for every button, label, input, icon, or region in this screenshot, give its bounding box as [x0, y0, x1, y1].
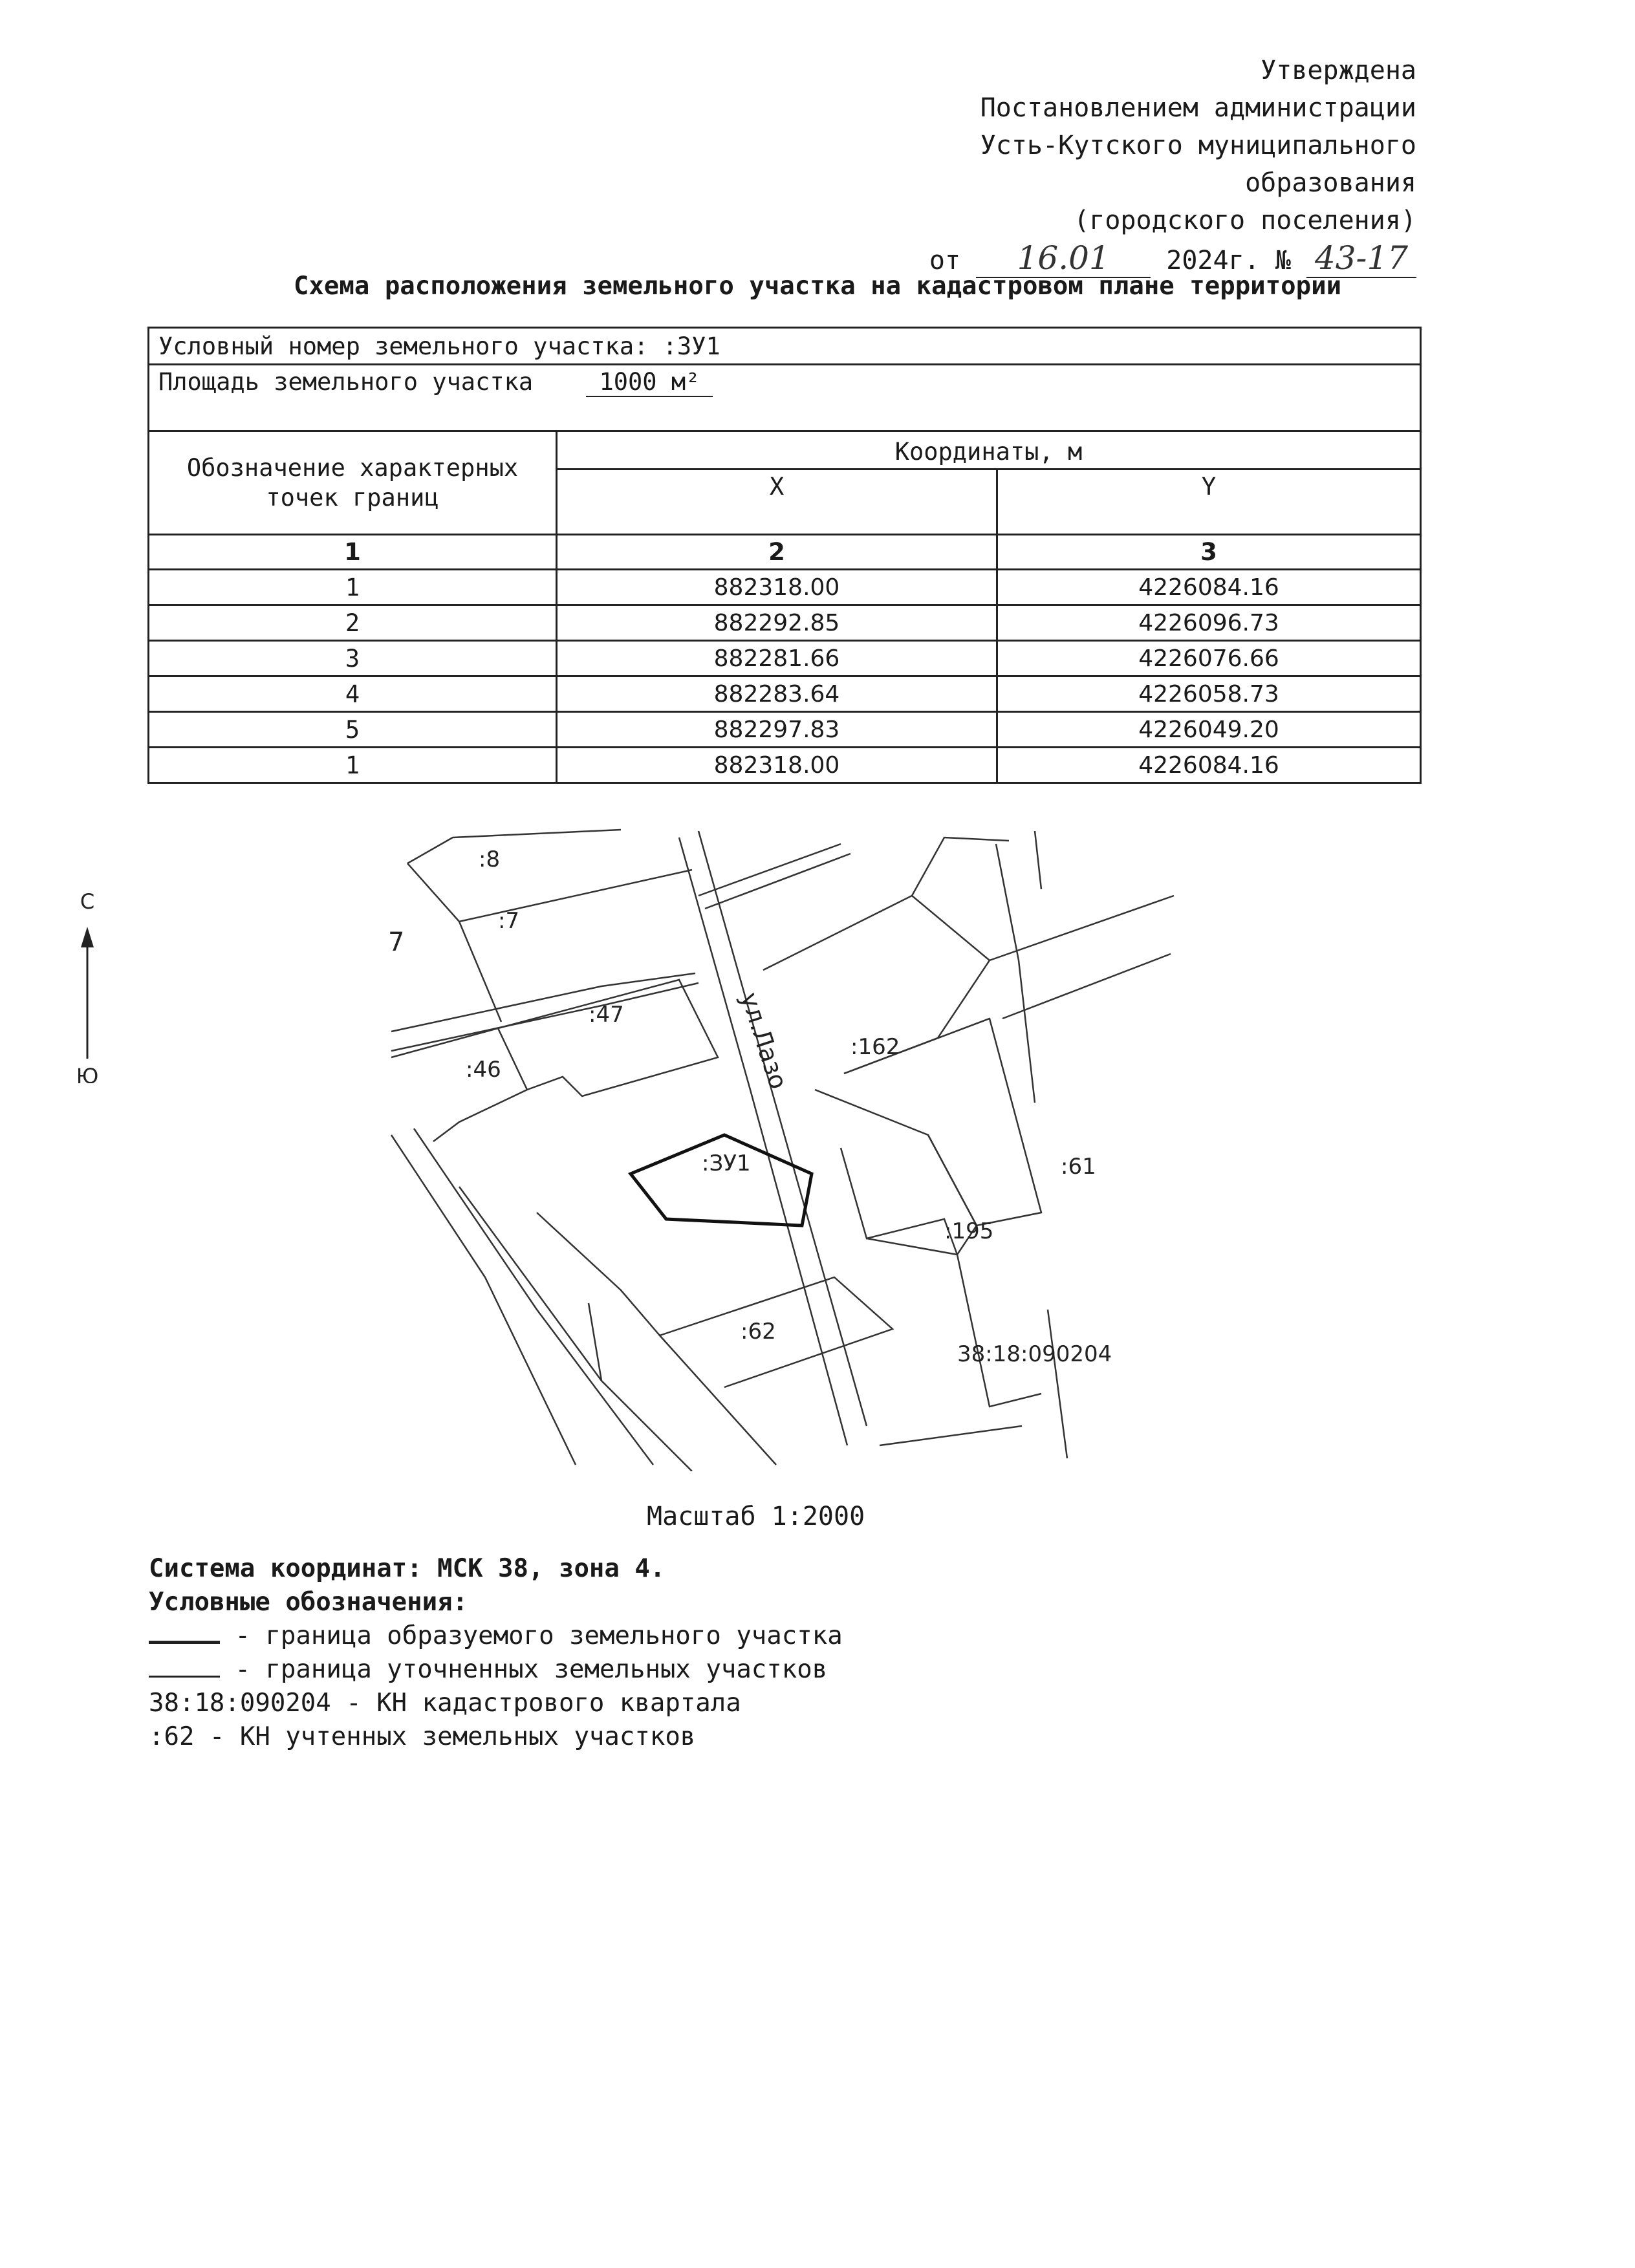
point-cell: 1 [149, 748, 557, 783]
map-label-8: :8 [479, 847, 501, 872]
south-label: Ю [76, 1064, 99, 1083]
boundary-line [407, 830, 621, 863]
approval-block [929, 52, 1416, 279]
boundary-line [660, 1277, 893, 1387]
x-cell: 882318.00 [557, 570, 997, 605]
x-cell: 882292.85 [557, 605, 997, 641]
legend-item-label: - граница уточненных земельных участков [235, 1655, 828, 1684]
table-row [149, 676, 1421, 712]
legend-item-registered-parcels: :62 - КН учтенных земельных участков [149, 1722, 696, 1751]
boundary-line [391, 1028, 527, 1141]
index-cell: 3 [997, 535, 1421, 570]
map-label-7: :7 [498, 908, 520, 934]
table-row [149, 641, 1421, 676]
street-edge [698, 831, 867, 1426]
parcel-number-cell: Условный номер земельного участка: :ЗУ1 [149, 328, 1421, 365]
approval-line-3: Усть-Кутского муниципального [980, 131, 1416, 160]
boundary-line [391, 973, 695, 1031]
y-cell: 4226084.16 [997, 570, 1421, 605]
approval-line-1: Утверждена [1261, 56, 1416, 85]
x-cell: 882281.66 [557, 641, 997, 676]
table-row [149, 712, 1421, 748]
y-cell: 4226058.73 [997, 676, 1421, 712]
y-cell: 4226049.20 [997, 712, 1421, 748]
boundary-line [459, 1187, 692, 1471]
point-cell: 3 [149, 641, 557, 676]
boundary-line [459, 922, 501, 1022]
boundary-line [912, 837, 1009, 896]
legend-item-quarter: 38:18:090204 - КН кадастрового квартала [149, 1689, 741, 1718]
approval-date: 16.01 [976, 239, 1151, 278]
table-area-row [149, 365, 1421, 431]
table-row [149, 605, 1421, 641]
approval-year: 2024г. № [1166, 246, 1291, 275]
coordinates-table [147, 327, 1422, 784]
map-scale: Масштаб 1:2000 [647, 1502, 865, 1531]
approval-line-2: Постановлением администрации [980, 93, 1416, 123]
boundary-line [414, 1129, 653, 1465]
map-label-7b: 7 [388, 927, 405, 957]
boundary-line [867, 1238, 1041, 1407]
map-label-195: :195 [944, 1218, 994, 1244]
boundary-line [1002, 954, 1171, 1019]
boundary-line [880, 1426, 1022, 1445]
point-cell: 4 [149, 676, 557, 712]
map-label-zu1: :ЗУ1 [702, 1150, 751, 1176]
y-cell: 4226096.73 [997, 605, 1421, 641]
area-cell [149, 365, 1421, 431]
legend [149, 1552, 843, 1754]
map-label-61: :61 [1061, 1154, 1096, 1180]
table-row [149, 748, 1421, 783]
x-cell: 882297.83 [557, 712, 997, 748]
coords-header: Координаты, м [557, 431, 1421, 470]
x-cell: 882318.00 [557, 748, 997, 783]
table-index-row [149, 535, 1421, 570]
boundary-line [705, 854, 850, 909]
north-arrow [68, 889, 107, 1083]
point-cell: 1 [149, 570, 557, 605]
y-header: Y [997, 470, 1421, 535]
boundary-line [407, 863, 692, 922]
zu1-parcel-boundary [631, 1135, 812, 1226]
coordinate-system: Система координат: МСК 38, зона 4. [149, 1554, 666, 1583]
boundary-line [1035, 831, 1041, 889]
points-header: Обозначение характерных точек границ [149, 431, 557, 535]
formed-boundary-symbol [149, 1624, 220, 1644]
boundary-line [391, 1135, 576, 1465]
document-title: Схема расположения земельного участка на кадастровом плане территории [293, 272, 1342, 301]
map-label-46: :46 [466, 1057, 501, 1083]
approval-from-label: от [929, 246, 961, 275]
boundary-line [391, 983, 698, 1051]
refined-boundary-symbol [149, 1659, 220, 1678]
map-label-62: :62 [741, 1319, 776, 1345]
street-label: ул.Лазо [735, 989, 793, 1093]
approval-number: 43-17 [1306, 239, 1416, 278]
boundary-line [498, 980, 718, 1096]
north-label: С [80, 889, 95, 914]
boundary-line [990, 896, 1174, 960]
arrow-head-icon [81, 927, 94, 947]
map-label-162: :162 [850, 1034, 900, 1060]
table-row [149, 570, 1421, 605]
y-cell: 4226076.66 [997, 641, 1421, 676]
legend-item-label: - граница образуемого земельного участка [235, 1621, 843, 1650]
x-cell: 882283.64 [557, 676, 997, 712]
area-value: 1000 м² [586, 368, 713, 397]
area-label: Площадь земельного участка [158, 368, 534, 396]
index-cell: 1 [149, 535, 557, 570]
legend-item-formed-parcel [149, 1619, 843, 1653]
index-cell: 2 [557, 535, 997, 570]
approval-line-5: (городского поселения) [1074, 206, 1416, 235]
y-cell: 4226084.16 [997, 748, 1421, 783]
boundary-line [1048, 1310, 1067, 1458]
legend-item-refined-parcels [149, 1653, 843, 1687]
map-label-quarter: 38:18:090204 [957, 1341, 1112, 1367]
x-header: X [557, 470, 997, 535]
point-cell: 2 [149, 605, 557, 641]
boundary-line [589, 1303, 601, 1381]
point-cell: 5 [149, 712, 557, 748]
legend-heading: Условные обозначения: [149, 1588, 468, 1617]
table-header-row [149, 431, 1421, 470]
boundary-line [698, 844, 841, 896]
cadastral-map [388, 825, 1177, 1471]
map-label-47: :47 [589, 1002, 624, 1028]
approval-line-4: образования [1245, 168, 1416, 198]
table-parcel-row [149, 328, 1421, 365]
